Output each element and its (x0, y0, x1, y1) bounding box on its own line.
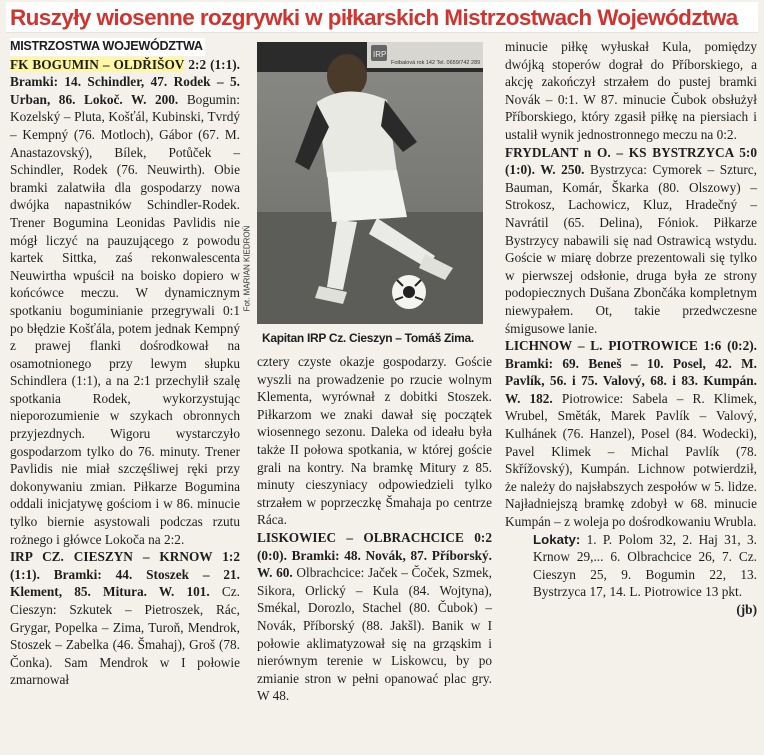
column-1 (10, 38, 240, 689)
match-5-head: LICHNOW – L. PIOTROWICE 1:6 (0:2). Bramki: 69. Beneš – 10. Posel, 42. M. Pavlík, 56. i 75. Valový, 68. i 83. Kumpán. W. 182. (505, 338, 757, 406)
section-title: MISTRZOSTWA WOJEWÓDZTWA (10, 38, 240, 56)
standings-text: 1. P. Polom 32, 2. Haj 31, 3. Krnow 29,... 6. Olbrachcice 26, 7. Cz. Cieszyn 25, 9. Bogumin 22, 13. Bystrzyca 17, 14. L. Piotrowice 13 pkt. (533, 531, 757, 600)
match-2-continued: cztery czyste okazje gospodarzy. Goście wyszli na prowadzenie po rzucie wolnym Klementa, wyrównał z dobitki Stoszek. Piłkarzom we znaki dawał się początek wiosennego sezonu. Daleka od ideału była także II połowa spotkania, w której goście grali na kontry. Na bramkę Mitury z 85. minuty cieszyniacy odpowiedzieli tylko strzałem w poprzeczkę Šmahaja po centrze Ráca. (257, 354, 492, 528)
match-5 (505, 337, 757, 531)
match-4 (505, 144, 757, 338)
match-5-body: Piotrowice: Sabela – R. Klimek, Wrubel, Směták, Marek Pavlík – Valový, Kulhánek (76. Hanzel), Posel (84. Wodecki), Pavel Klimek – Michal Pavlík (78. Skřížovský), Kumpán. Lichnow potwierdził, że należy do najsłabszych zespołów w 5. lidze. Najładniejszą bramkę zdobył w 68. minucie Kumpán – z woleja po dośrodkowaniu Wrubla. (505, 390, 758, 530)
match-1-head: 2:2 (1:1). Bramki: 14. Schindler, 47. Rodek – 5. Urban, 86. Lokoč. W. 200. (10, 56, 240, 107)
headline-bar (6, 2, 758, 33)
match-3-head: LISKOWIEC – OLBRACHCICE 0:2 (0:0). Bramki: 48. Novák, 87. Příborský. W. 60. (257, 529, 492, 581)
headline: Ruszyły wiosenne rozgrywki w piłkarskich Mistrzostwach Województwa (10, 5, 738, 30)
banner-text: Fotbalová rok 142 Tel. 0659/742 289 (391, 60, 481, 66)
photo-player (257, 42, 483, 324)
photo-caption: Kapitan IRP Cz. Cieszyn – Tomáš Zima. (262, 331, 474, 345)
match-4-head: FRYDLANT n O. – KS BYSTRZYCA 5:0 (1:0). W. 250. (505, 144, 757, 178)
column-3 (505, 38, 757, 619)
match-2-body: Cz. Cieszyn: Szkutek – Pietroszek, Rác, Grygar, Popelka – Zima, Turoň, Mendrok, Stoszek – Zabelka (46. Šmahaj), Groš (78. Čonka). Sam Mendrok w I połowie zmarnował (10, 584, 240, 688)
column-2 (257, 353, 492, 705)
match-2-head: IRP CZ. CIESZYN – KRNOW 1:2 (1:1). Bramki: 44. Stoszek – 21. Klement, 85. Mitura. W. 101. (10, 549, 240, 600)
match-3 (257, 529, 492, 705)
match-2 (10, 548, 240, 689)
banner-logo: IRP (373, 50, 387, 59)
match-1 (10, 56, 240, 549)
author-signature: (jb) (736, 602, 757, 617)
match-4-body: Bystrzyca: Cymorek – Szturc, Bauman, Komár, Škarka (80. Olszowy) – Strokosz, Lachowicz, Kluz, Hradečný – Navrátil (65. Delina), Fóniok. Piłkarze Bystrzycy nabawili się nad Ostrawicą wstydu. Goście w miarę dobrze prezentowali się tylko w pierwszej odsłonie, druga była ze strony podopiecznych Dušana Zbončáka kompletnym niewypałem. Ot, takie przedwczesne śmigusowe lanie. (505, 162, 758, 336)
standings-label: Lokaty: (533, 531, 581, 547)
match-3-continued: minucie piłkę wyłuskał Kula, pomiędzy dwójką stoperów dograł do Příborskiego, a akcję zakończył strzałem do pustej bramki Novák – 0:1. W 87. minucie Čubok obsłużył Příborskiego, który zgasił piłkę na piersiach i ustalił wynik jednostronnego meczu na 0:2. (505, 39, 757, 142)
match-1-body: Bogumin: Kozelský – Pluta, Košťál, Kubinski, Tvrdý – Kempný (76. Motloch), Gábor (67. M. Anastazovský), Bílek, Potůček – Schindler, Rodek (76. Neuwirth). Obie bramki zalatwiła dla gospodarzy nowa dwójka napastników Schindler-Rodek. Trener Bogumina Leonidas Pavlidis nie mógł liczyć na pauzującego z powodu kartek Sittka, zaś rekonwalescenta Neuwirtha wpuścił na boisko dopiero w końcówce meczu. W dynamicznym spotkaniu boguminianie przegrywali 0:1 po błędzie Košťála, potem jednak Kempný z prawej flanki dośrodkował na osamotnionego przy lewym słupku Schindlera (1:1), a na 2:1 przechylił szalę spotkania Rodek, wykorzystując nieporozumienie w szykach obronnych przyjezdnych. Wigoru wystarczyło gospodarzom tylko do 76. minuty. Trener Pavlidis nie miał szczęśliwej ręki przy dokonywaniu zmian. Piłkarze Bogumina oddali inicjatywę gościom i w 86. minucie tylko biernie asystowali podczas rzutu rożnego i główce Lokoča na 2:2. (10, 91, 241, 547)
match-3-body: Olbrachcice: Jaček – Čoček, Szmek, Sikora, Orlický – Kula (84. Wojtyna), Smékal, Dorozlo, Stachel (80. Čubok) – Novák, Příborský (88. Jakšl). Banik w I połowie aklimatyzował się na grząskim i nierównym terenie w Liskowcu, by po zmianie stron w pełni opanować plac gry. W 48. (257, 565, 492, 704)
match-1-teams: FK BOGUMIN – OLDŘIŠOV (10, 56, 185, 72)
standings (505, 531, 757, 617)
photo-credit: Fot. MARIAN KIEDROŃ (242, 225, 252, 312)
